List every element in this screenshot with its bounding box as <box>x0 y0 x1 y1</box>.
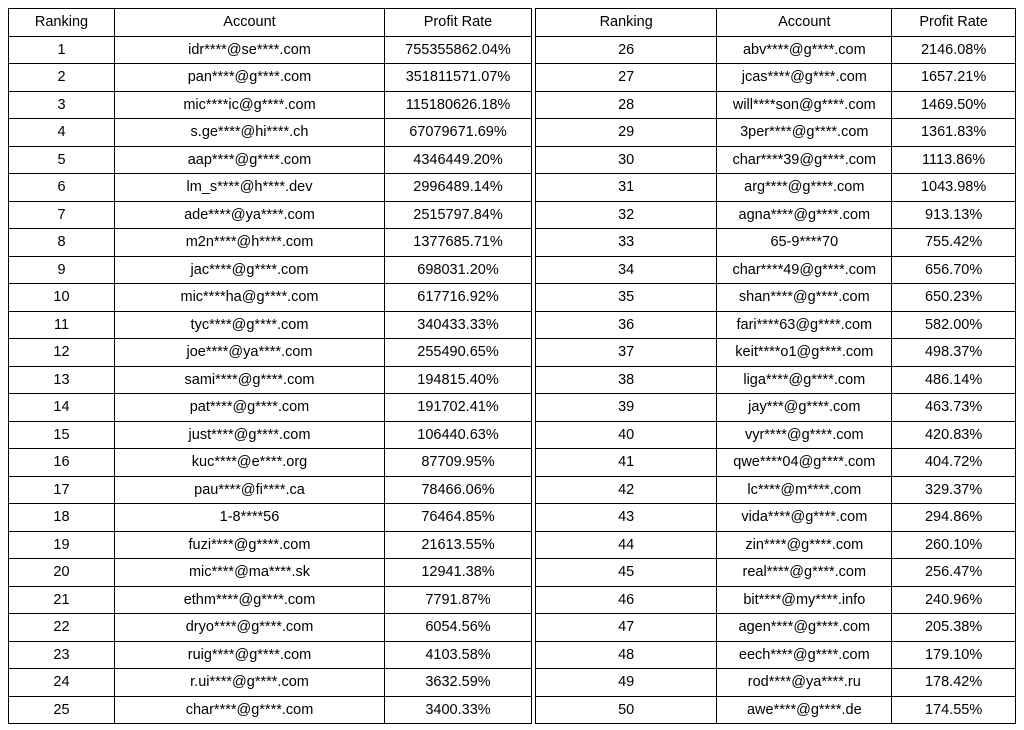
account-cell: keit****o1@g****.com <box>717 339 892 367</box>
ranking-cell: 25 <box>9 696 115 724</box>
table-row <box>536 256 1016 284</box>
header-row <box>536 9 1016 37</box>
table-row <box>536 284 1016 312</box>
account-cell: lc****@m****.com <box>717 476 892 504</box>
ranking-cell: 42 <box>536 476 717 504</box>
profit-rate-cell: 1469.50% <box>892 91 1016 119</box>
ranking-cell: 16 <box>9 449 115 477</box>
account-cell: pat****@g****.com <box>115 394 385 422</box>
account-cell: lm_s****@h****.dev <box>115 174 385 202</box>
table-row <box>536 669 1016 697</box>
account-cell: pau****@fi****.ca <box>115 476 385 504</box>
table-row <box>9 586 532 614</box>
table-row <box>536 311 1016 339</box>
table-row <box>9 366 532 394</box>
ranking-cell: 12 <box>9 339 115 367</box>
ranking-cell: 20 <box>9 559 115 587</box>
account-cell: shan****@g****.com <box>717 284 892 312</box>
account-cell: aap****@g****.com <box>115 146 385 174</box>
account-header: Account <box>115 9 385 37</box>
account-cell: 1-8****56 <box>115 504 385 532</box>
account-cell: real****@g****.com <box>717 559 892 587</box>
account-cell: agna****@g****.com <box>717 201 892 229</box>
ranking-cell: 50 <box>536 696 717 724</box>
profit-rate-cell: 755.42% <box>892 229 1016 257</box>
profit-rate-cell: 1113.86% <box>892 146 1016 174</box>
account-cell: bit****@my****.info <box>717 586 892 614</box>
ranking-cell: 30 <box>536 146 717 174</box>
profit-rate-cell: 329.37% <box>892 476 1016 504</box>
table-row <box>536 421 1016 449</box>
ranking-cell: 14 <box>9 394 115 422</box>
ranking-cell: 8 <box>9 229 115 257</box>
account-cell: sami****@g****.com <box>115 366 385 394</box>
profit-rate-cell: 340433.33% <box>385 311 532 339</box>
account-cell: jcas****@g****.com <box>717 64 892 92</box>
account-cell: ethm****@g****.com <box>115 586 385 614</box>
table-row <box>536 174 1016 202</box>
profit-rate-cell: 240.96% <box>892 586 1016 614</box>
ranking-cell: 13 <box>9 366 115 394</box>
ranking-cell: 7 <box>9 201 115 229</box>
account-cell: dryo****@g****.com <box>115 614 385 642</box>
ranking-cell: 37 <box>536 339 717 367</box>
account-header: Account <box>717 9 892 37</box>
table-row <box>9 201 532 229</box>
account-cell: agen****@g****.com <box>717 614 892 642</box>
ranking-cell: 36 <box>536 311 717 339</box>
ranking-cell: 41 <box>536 449 717 477</box>
profit-rate-cell: 2146.08% <box>892 36 1016 64</box>
account-cell: ade****@ya****.com <box>115 201 385 229</box>
profit-rate-cell: 463.73% <box>892 394 1016 422</box>
account-cell: tyc****@g****.com <box>115 311 385 339</box>
account-cell: idr****@se****.com <box>115 36 385 64</box>
profit-rate-cell: 191702.41% <box>385 394 532 422</box>
ranking-cell: 21 <box>9 586 115 614</box>
account-cell: jac****@g****.com <box>115 256 385 284</box>
profit-rate-cell: 174.55% <box>892 696 1016 724</box>
ranking-cell: 45 <box>536 559 717 587</box>
account-cell: joe****@ya****.com <box>115 339 385 367</box>
account-cell: abv****@g****.com <box>717 36 892 64</box>
table-row <box>9 36 532 64</box>
table-row <box>9 641 532 669</box>
ranking-cell: 29 <box>536 119 717 147</box>
profit-rate-cell: 698031.20% <box>385 256 532 284</box>
profit-rate-cell: 205.38% <box>892 614 1016 642</box>
ranking-cell: 10 <box>9 284 115 312</box>
ranking-cell: 35 <box>536 284 717 312</box>
profit-rate-cell: 260.10% <box>892 531 1016 559</box>
table-row <box>536 394 1016 422</box>
account-cell: mic****ha@g****.com <box>115 284 385 312</box>
profit-rate-cell: 3400.33% <box>385 696 532 724</box>
profit-rate-cell: 656.70% <box>892 256 1016 284</box>
profit-rate-cell: 1657.21% <box>892 64 1016 92</box>
account-cell: char****@g****.com <box>115 696 385 724</box>
table-row <box>9 64 532 92</box>
profit-rate-cell: 486.14% <box>892 366 1016 394</box>
ranking-cell: 2 <box>9 64 115 92</box>
table-row <box>9 311 532 339</box>
profit-rate-header: Profit Rate <box>892 9 1016 37</box>
table-row <box>536 366 1016 394</box>
account-cell: fari****63@g****.com <box>717 311 892 339</box>
ranking-cell: 15 <box>9 421 115 449</box>
profit-rate-cell: 2515797.84% <box>385 201 532 229</box>
ranking-cell: 31 <box>536 174 717 202</box>
account-cell: will****son@g****.com <box>717 91 892 119</box>
ranking-tables <box>8 8 1016 722</box>
account-cell: zin****@g****.com <box>717 531 892 559</box>
ranking-cell: 3 <box>9 91 115 119</box>
ranking-cell: 26 <box>536 36 717 64</box>
table-row <box>9 394 532 422</box>
ranking-header: Ranking <box>9 9 115 37</box>
profit-rate-cell: 7791.87% <box>385 586 532 614</box>
ranking-cell: 47 <box>536 614 717 642</box>
table-row <box>536 119 1016 147</box>
account-cell: rod****@ya****.ru <box>717 669 892 697</box>
table-row <box>9 504 532 532</box>
table-row <box>536 229 1016 257</box>
ranking-cell: 11 <box>9 311 115 339</box>
profit-rate-cell: 294.86% <box>892 504 1016 532</box>
ranking-cell: 28 <box>536 91 717 119</box>
profit-rate-cell: 4103.58% <box>385 641 532 669</box>
ranking-cell: 4 <box>9 119 115 147</box>
ranking-cell: 49 <box>536 669 717 697</box>
profit-rate-cell: 582.00% <box>892 311 1016 339</box>
table-row <box>9 476 532 504</box>
table-row <box>9 449 532 477</box>
ranking-cell: 38 <box>536 366 717 394</box>
ranking-cell: 39 <box>536 394 717 422</box>
table-row <box>536 339 1016 367</box>
account-cell: s.ge****@hi****.ch <box>115 119 385 147</box>
account-cell: mic****@ma****.sk <box>115 559 385 587</box>
ranking-cell: 5 <box>9 146 115 174</box>
profit-rate-cell: 115180626.18% <box>385 91 532 119</box>
ranking-cell: 27 <box>536 64 717 92</box>
table-row <box>536 91 1016 119</box>
profit-rate-cell: 913.13% <box>892 201 1016 229</box>
account-cell: 3per****@g****.com <box>717 119 892 147</box>
account-cell: mic****ic@g****.com <box>115 91 385 119</box>
profit-rate-cell: 755355862.04% <box>385 36 532 64</box>
table-row <box>9 531 532 559</box>
account-cell: eech****@g****.com <box>717 641 892 669</box>
profit-rate-cell: 255490.65% <box>385 339 532 367</box>
ranking-table-right-body <box>536 36 1016 724</box>
ranking-cell: 44 <box>536 531 717 559</box>
account-cell: liga****@g****.com <box>717 366 892 394</box>
profit-rate-cell: 12941.38% <box>385 559 532 587</box>
profit-rate-cell: 87709.95% <box>385 449 532 477</box>
table-row <box>536 504 1016 532</box>
profit-rate-cell: 179.10% <box>892 641 1016 669</box>
ranking-cell: 43 <box>536 504 717 532</box>
table-row <box>9 174 532 202</box>
table-row <box>9 339 532 367</box>
account-cell: just****@g****.com <box>115 421 385 449</box>
account-cell: arg****@g****.com <box>717 174 892 202</box>
ranking-cell: 19 <box>9 531 115 559</box>
table-row <box>9 421 532 449</box>
profit-rate-cell: 178.42% <box>892 669 1016 697</box>
ranking-header: Ranking <box>536 9 717 37</box>
profit-rate-cell: 1377685.71% <box>385 229 532 257</box>
account-cell: jay***@g****.com <box>717 394 892 422</box>
table-row <box>536 36 1016 64</box>
table-row <box>9 146 532 174</box>
profit-rate-cell: 256.47% <box>892 559 1016 587</box>
ranking-cell: 46 <box>536 586 717 614</box>
table-row <box>536 64 1016 92</box>
profit-rate-cell: 2996489.14% <box>385 174 532 202</box>
profit-rate-cell: 1361.83% <box>892 119 1016 147</box>
profit-rate-cell: 404.72% <box>892 449 1016 477</box>
table-row <box>9 284 532 312</box>
account-cell: r.ui****@g****.com <box>115 669 385 697</box>
ranking-cell: 18 <box>9 504 115 532</box>
profit-rate-header: Profit Rate <box>385 9 532 37</box>
table-row <box>9 696 532 724</box>
table-row <box>9 614 532 642</box>
table-row <box>536 449 1016 477</box>
profit-rate-cell: 1043.98% <box>892 174 1016 202</box>
account-cell: fuzi****@g****.com <box>115 531 385 559</box>
profit-rate-cell: 351811571.07% <box>385 64 532 92</box>
ranking-table-right <box>535 8 1016 724</box>
account-cell: char****49@g****.com <box>717 256 892 284</box>
account-cell: vyr****@g****.com <box>717 421 892 449</box>
ranking-cell: 23 <box>9 641 115 669</box>
profit-rate-cell: 4346449.20% <box>385 146 532 174</box>
table-row <box>9 559 532 587</box>
ranking-cell: 24 <box>9 669 115 697</box>
table-row <box>9 119 532 147</box>
profit-rate-cell: 78466.06% <box>385 476 532 504</box>
table-row <box>9 229 532 257</box>
ranking-cell: 33 <box>536 229 717 257</box>
ranking-cell: 17 <box>9 476 115 504</box>
ranking-cell: 1 <box>9 36 115 64</box>
profit-rate-cell: 21613.55% <box>385 531 532 559</box>
ranking-cell: 9 <box>9 256 115 284</box>
ranking-table-left <box>8 8 532 724</box>
profit-rate-cell: 106440.63% <box>385 421 532 449</box>
profit-rate-cell: 650.23% <box>892 284 1016 312</box>
table-row <box>536 476 1016 504</box>
account-cell: ruig****@g****.com <box>115 641 385 669</box>
ranking-cell: 32 <box>536 201 717 229</box>
table-row <box>536 641 1016 669</box>
profit-rate-cell: 3632.59% <box>385 669 532 697</box>
account-cell: awe****@g****.de <box>717 696 892 724</box>
ranking-cell: 40 <box>536 421 717 449</box>
table-row <box>536 614 1016 642</box>
account-cell: 65-9****70 <box>717 229 892 257</box>
ranking-cell: 22 <box>9 614 115 642</box>
account-cell: kuc****@e****.org <box>115 449 385 477</box>
profit-rate-cell: 194815.40% <box>385 366 532 394</box>
profit-rate-cell: 6054.56% <box>385 614 532 642</box>
ranking-cell: 34 <box>536 256 717 284</box>
table-row <box>536 586 1016 614</box>
account-cell: qwe****04@g****.com <box>717 449 892 477</box>
table-row <box>536 201 1016 229</box>
table-row <box>9 91 532 119</box>
table-row <box>536 696 1016 724</box>
ranking-cell: 48 <box>536 641 717 669</box>
table-row <box>536 531 1016 559</box>
table-row <box>536 559 1016 587</box>
table-row <box>9 256 532 284</box>
profit-rate-cell: 498.37% <box>892 339 1016 367</box>
ranking-table-left-body <box>9 36 532 724</box>
account-cell: m2n****@h****.com <box>115 229 385 257</box>
account-cell: char****39@g****.com <box>717 146 892 174</box>
profit-rate-cell: 617716.92% <box>385 284 532 312</box>
account-cell: pan****@g****.com <box>115 64 385 92</box>
table-row <box>536 146 1016 174</box>
profit-rate-cell: 420.83% <box>892 421 1016 449</box>
profit-rate-cell: 67079671.69% <box>385 119 532 147</box>
profit-rate-cell: 76464.85% <box>385 504 532 532</box>
table-row <box>9 669 532 697</box>
header-row <box>9 9 532 37</box>
account-cell: vida****@g****.com <box>717 504 892 532</box>
ranking-cell: 6 <box>9 174 115 202</box>
